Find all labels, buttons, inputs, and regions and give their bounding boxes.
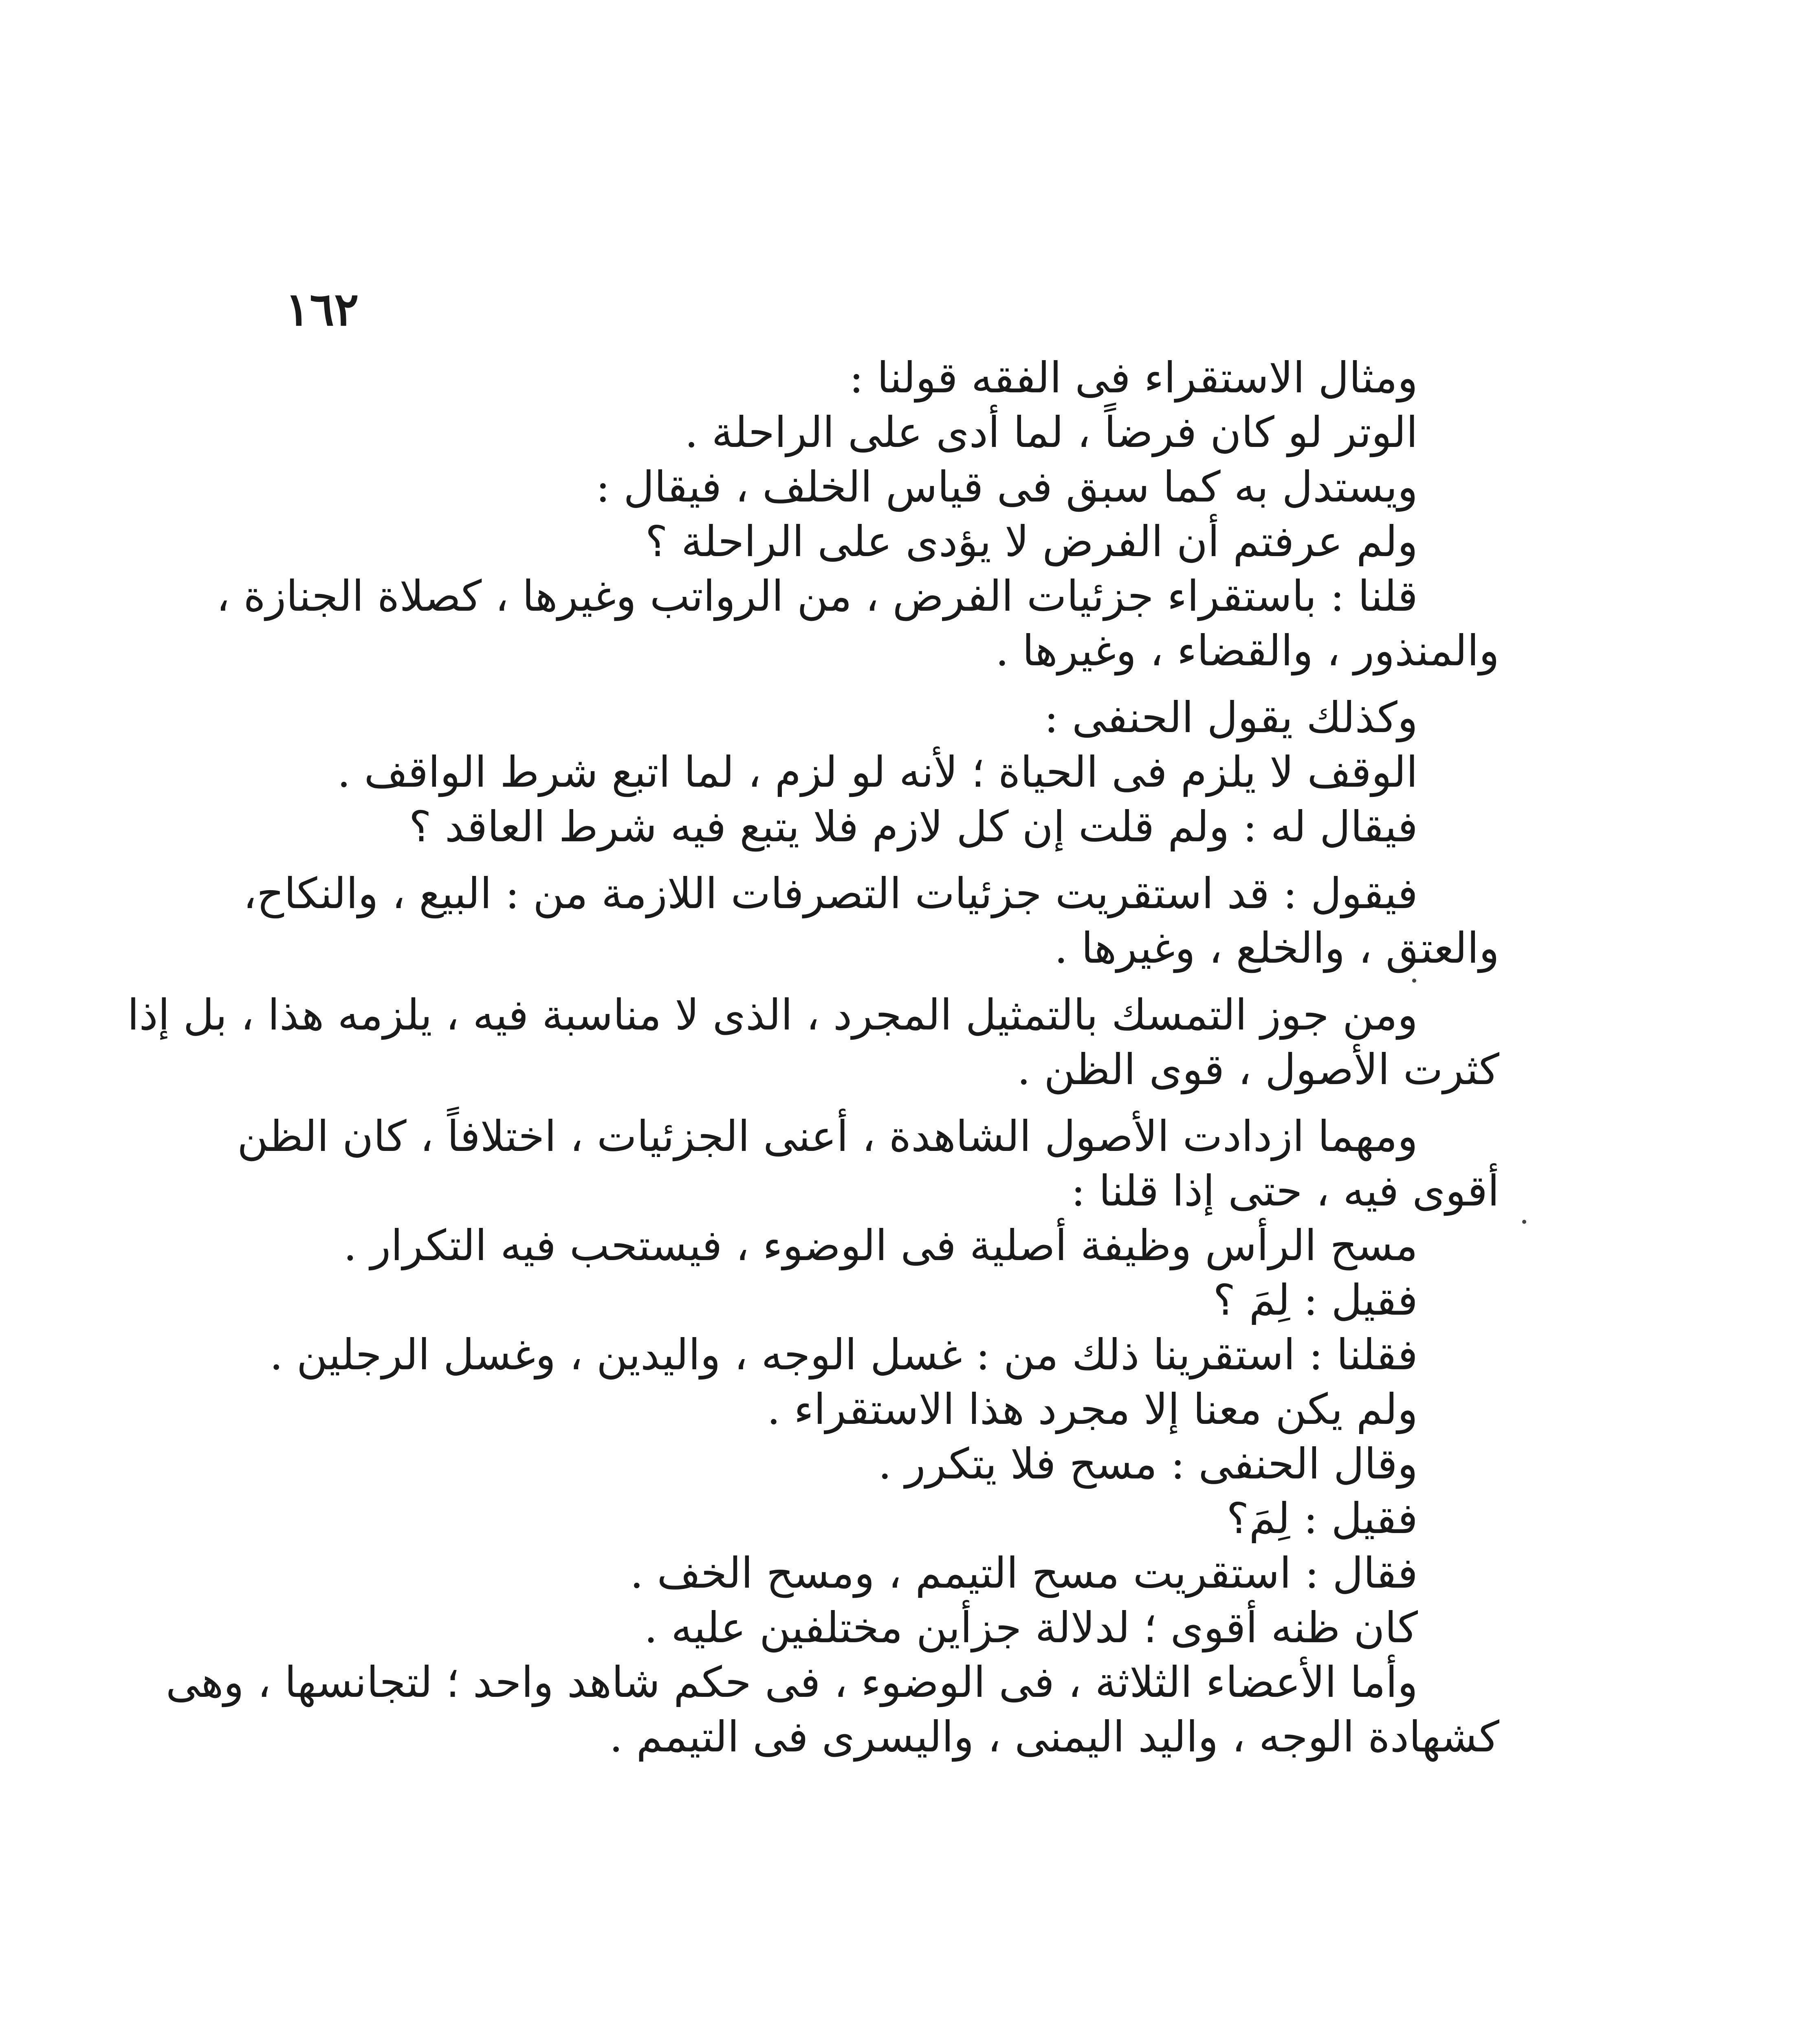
text-line: ولم يكن معنا إلا مجرد هذا الاستقراء .: [767, 1384, 1418, 1434]
text-line: كان ظنه أقوى ؛ لدلالة جزأين مختلفين عليه .: [644, 1603, 1418, 1652]
text-line: فقيل : لِمَ؟: [1226, 1494, 1418, 1543]
text-line: والعتق ، والخلع ، وغيرها .: [1054, 923, 1499, 973]
text-line: الوتر لو كان فرضاً ، لما أدى على الراحلة .: [684, 407, 1418, 457]
text-line: ومهما ازدادت الأصول الشاهدة ، أعنى الجزئيات ، اختلافاً ، كان الظن: [237, 1111, 1418, 1161]
page-number: ١٦٢: [285, 283, 359, 336]
text-line: مسح الرأس وظيفة أصلية فى الوضوء ، فيستحب فيه التكرار .: [343, 1221, 1418, 1270]
text-line: ومثال الاستقراء فى الفقه قولنا :: [849, 353, 1418, 403]
text-line: ولم عرفتم أن الفرض لا يؤدى على الراحلة ؟: [645, 517, 1418, 566]
text-line: ويستدل به كما سبق فى قياس الخلف ، فيقال :: [596, 462, 1418, 512]
margin-speck: [1522, 1220, 1526, 1224]
text-line: فقال : استقريت مسح التيمم ، ومسح الخف .: [630, 1548, 1418, 1598]
text-line: ومن جوز التمسك بالتمثيل المجرد ، الذى لا مناسبة فيه ، يلزمه هذا ، بل إذا: [127, 990, 1418, 1040]
margin-speck: [1412, 979, 1416, 983]
text-line: وكذلك يقول الحنفى :: [1044, 693, 1418, 742]
text-line: أقوى فيه ، حتى إذا قلنا :: [1071, 1166, 1499, 1216]
text-line: الوقف لا يلزم فى الحياة ؛ لأنه لو لزم ، لما اتبع شرط الواقف .: [337, 747, 1418, 797]
text-line: قلنا : باستقراء جزئيات الفرض ، من الرواتب وغيرها ، كصلاة الجنازة ،: [216, 571, 1418, 621]
text-line: كثرت الأصول ، قوى الظن .: [1017, 1045, 1499, 1094]
text-line: فيقال له : ولم قلت إن كل لازم فلا يتبع فيه شرط العاقد ؟: [409, 802, 1418, 851]
text-line: والمنذور ، والقضاء ، وغيرها .: [995, 626, 1499, 675]
text-line: وقال الحنفى : مسح فلا يتكرر .: [878, 1439, 1418, 1489]
text-line: وأما الأعضاء الثلاثة ، فى الوضوء ، فى حكم شاهد واحد ؛ لتجانسها ، وهى: [165, 1657, 1418, 1707]
text-line: فقلنا : استقرينا ذلك من : غسل الوجه ، واليدين ، وغسل الرجلين .: [269, 1330, 1418, 1379]
text-line: فقيل : لِمَ ؟: [1213, 1275, 1418, 1325]
body-text: [127, 350, 1499, 1764]
text-line: كشهادة الوجه ، واليد اليمنى ، واليسرى فى التيمم .: [609, 1712, 1499, 1762]
text-line: فيقول : قد استقريت جزئيات التصرفات اللازمة من : البيع ، والنكاح،: [243, 869, 1418, 918]
